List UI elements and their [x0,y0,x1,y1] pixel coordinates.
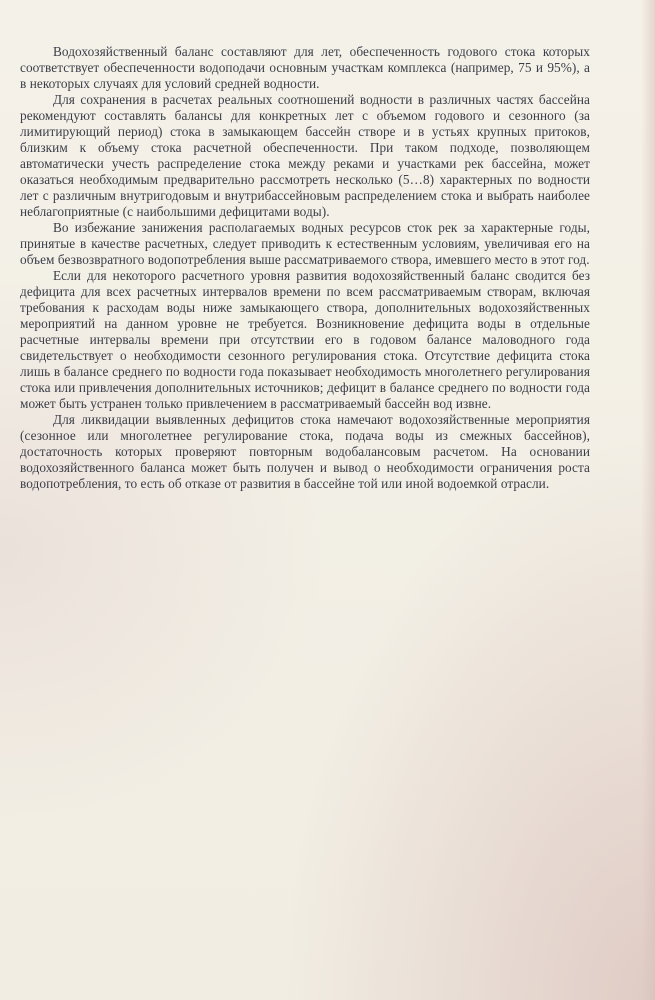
paragraph-specific-years: Для сохранения в расчетах реальных соотношений водности в различных частях бассейна рекомендуют составлять балансы для конкретных лет с объемом годового и сезонного (за лимитирующий период) стока в замыкающем бассейн створе и в устьях крупных притоков, близким к объему стока расчетной обеспеченности. При таком подходе, позволяющем автоматически учесть распределение стока между реками и участками рек бассейна, может оказаться необходимым предварительно рассмотреть несколько (5…8) характерных по водности лет с различным внутригодовым и внутрибассейновым распределением стока и выбрать наиболее неблагоприятные (с наибольшими дефицитами воды). [20,92,590,219]
paragraph-deficit-analysis: Если для некоторого расчетного уровня развития водохозяйственный баланс сводится без дефицита для всех расчетных интервалов времени по всем рассматриваемым створам, включая требования к расходам воды ниже замыкающего створа, дополнительных водохозяйственных мероприятий на данном уровне не требуется. Возникновение дефицита воды в отдельные расчетные интервалы времени при отсутствии его в годовом балансе маловодного года свидетельствует о необходимости сезонного регулирования стока. Отсутствие дефицита стока лишь в балансе среднего по водности года показывает необходимость многолетнего регулирования стока или привлечения дополнительных источников; дефицит в балансе среднего по водности года может быть устранен только привлечением в рассматриваемый бассейн вод извне. [20,268,590,411]
page-edge-shadow [641,0,655,1000]
document-body [20,44,590,492]
paragraph-water-balance-years: Водохозяйственный баланс составляют для лет, обеспеченность годового стока которых соответствует обеспеченности водоподачи основным участкам комплекса (например, 75 и 95%), а в некоторых случаях для условий средней водности. [20,44,590,91]
paragraph-deficit-elimination: Для ликвидации выявленных дефицитов стока намечают водохозяйственные мероприятия (сезонное или многолетнее регулирование стока, подача воды из смежных бассейнов), достаточность которых проверяют повторным водобалансовым расчетом. На основании водохозяйственного баланса может быть получен и вывод о необходимости ограничения роста водопотребления, то есть об отказе от развития в бассейне той или иной водоемкой отрасли. [20,412,590,491]
paragraph-natural-conditions: Во избежание занижения располагаемых водных ресурсов сток рек за характерные годы, принятые в качестве расчетных, следует приводить к естественным условиям, увеличивая его на объем безвозвратного водопотребления выше рассматриваемого створа, имевшего место в этот год. [20,220,590,267]
